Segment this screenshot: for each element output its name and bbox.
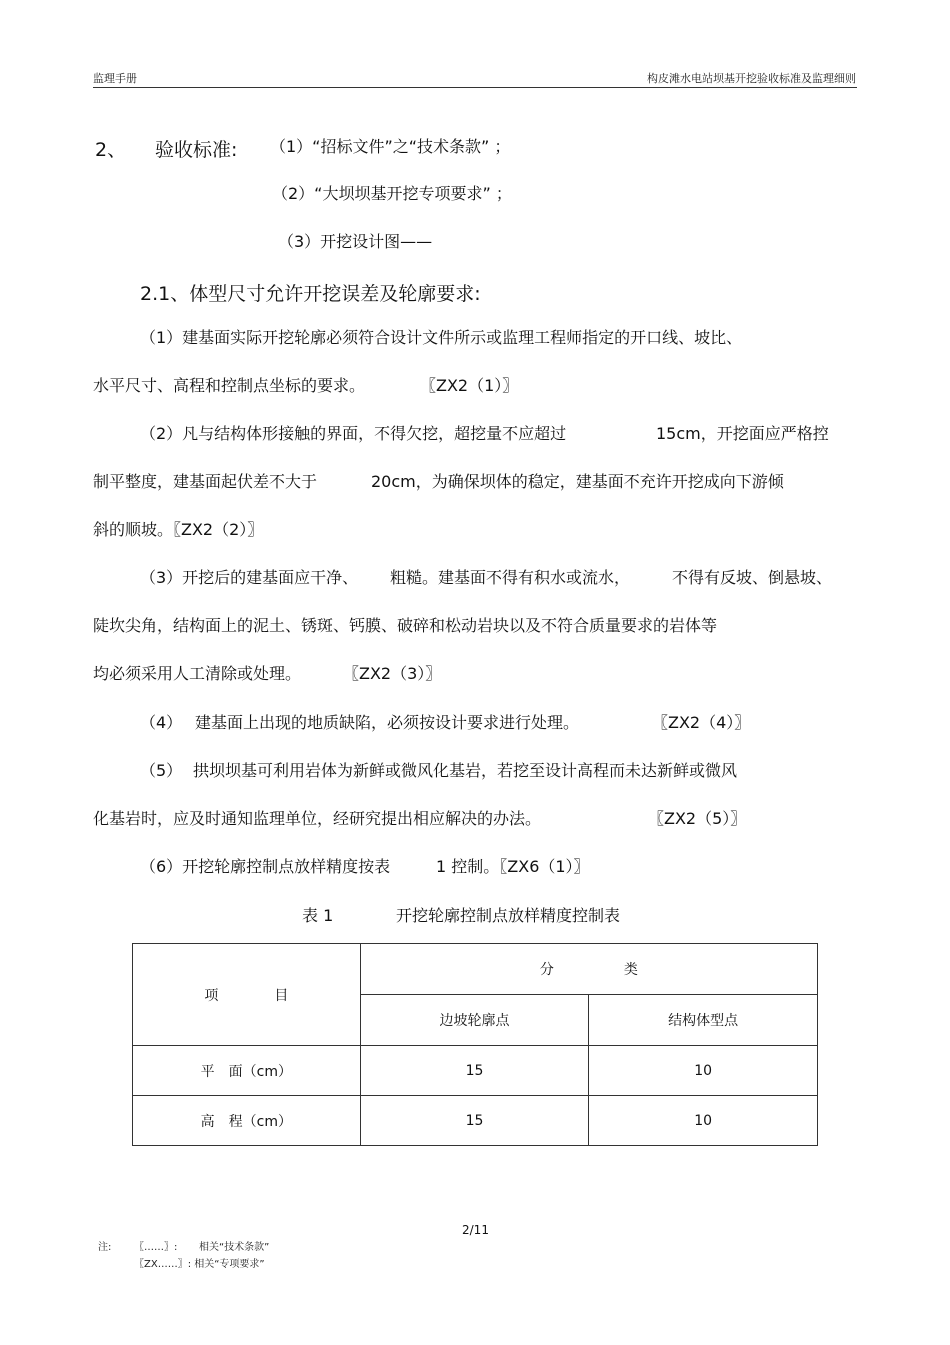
- paragraph-1-line-1: （1）建基面实际开挖轮廓必须符合设计文件所示或监理工程师指定的开口线、坡比、: [140, 328, 743, 347]
- paragraph-6-ref: 1 控制。〖ZX6（1）〗: [436, 857, 590, 876]
- section-title: 验收标准:: [155, 139, 238, 161]
- paragraph-1-line-2: 水平尺寸、高程和控制点坐标的要求。: [93, 376, 366, 395]
- table-row-label: 高 程（cm）: [133, 1096, 361, 1146]
- paragraph-3-line-1-mid: 粗糙。建基面不得有积水或流水，: [390, 568, 631, 587]
- paragraph-4-text: 建基面上出现的地质缺陷，必须按设计要求进行处理。: [195, 713, 580, 732]
- paragraph-5-ref: 〖ZX2（5）〗: [648, 809, 747, 828]
- table-cell: 15: [360, 1046, 589, 1096]
- table-row: [133, 1096, 818, 1146]
- paragraph-2-line-1: （2）凡与结构体形接触的界面，不得欠挖，超挖量不应超过: [140, 424, 567, 443]
- paragraph-2-line-2: 制平整度，建基面起伏差不大于: [93, 472, 318, 491]
- table-cell: 10: [589, 1096, 818, 1146]
- paragraph-3-ref: 〖ZX2（3）〗: [343, 664, 442, 683]
- page-number: 2/11: [462, 1223, 489, 1237]
- paragraph-2-line-3: 斜的顺坡。〖ZX2（2）〗: [93, 520, 264, 539]
- header-left: 监理手册: [93, 72, 137, 85]
- table-header-group: 分 类: [360, 944, 817, 995]
- subsection-title: 2.1、体型尺寸允许开挖误差及轮廓要求:: [140, 283, 481, 305]
- criteria-item-1: （1）“招标文件”之“技术条款” ；: [270, 137, 511, 156]
- table-cell: 10: [589, 1046, 818, 1096]
- paragraph-5-line-2: 化基岩时，应及时通知监理单位，经研究提出相应解决的办法。: [93, 809, 542, 828]
- table-cell: 15: [360, 1096, 589, 1146]
- paragraph-4-number: （4）: [140, 713, 183, 732]
- accuracy-table: [132, 943, 818, 1146]
- table-row-label: 平 面（cm）: [133, 1046, 361, 1096]
- table-caption-number: 表 1: [302, 906, 334, 925]
- criteria-item-3: （3）开挖设计图——: [278, 232, 433, 251]
- footnote-1-marker: 〖……〗:: [134, 1242, 178, 1253]
- table-header-item: 项 目: [133, 944, 361, 1046]
- footnote-2: 〖ZX……〗: 相关“专项要求”: [134, 1259, 265, 1270]
- footnote-label: 注:: [98, 1242, 112, 1253]
- paragraph-3-line-1: （3）开挖后的建基面应干净、: [140, 568, 359, 587]
- table-header-col-2: 结构体型点: [589, 995, 818, 1046]
- header-right: 构皮滩水电站坝基开挖验收标准及监理细则: [647, 72, 856, 85]
- footnote-1-text: 相关“技术条款”: [199, 1242, 270, 1253]
- table-row: [133, 1046, 818, 1096]
- paragraph-4-ref: 〖ZX2（4）〗: [652, 713, 751, 732]
- paragraph-2-line-1-tail: 15cm，开挖面应严格控: [656, 424, 829, 443]
- criteria-item-2: （2）“大坝坝基开挖专项要求” ；: [272, 184, 512, 203]
- paragraph-5-number: （5）: [140, 761, 183, 780]
- header-divider: [93, 87, 857, 88]
- paragraph-3-line-2: 陡坎尖角，结构面上的泥土、锈斑、钙膜、破碎和松动岩块以及不符合质量要求的岩体等: [93, 616, 718, 635]
- paragraph-1-ref: 〖ZX2（1）〗: [420, 376, 519, 395]
- section-number: 2、: [95, 139, 127, 161]
- paragraph-6-text: （6）开挖轮廓控制点放样精度按表: [140, 857, 391, 876]
- paragraph-3-line-3: 均必须采用人工清除或处理。: [93, 664, 302, 683]
- table-caption-title: 开挖轮廓控制点放样精度控制表: [396, 906, 621, 925]
- paragraph-2-line-2-tail: 20cm，为确保坝体的稳定，建基面不充许开挖成向下游倾: [371, 472, 784, 491]
- paragraph-3-line-1-tail: 不得有反坡、倒悬坡、: [672, 568, 833, 587]
- table-header-col-1: 边坡轮廓点: [360, 995, 589, 1046]
- paragraph-5-line-1: 拱坝坝基可利用岩体为新鲜或微风化基岩，若挖至设计高程而未达新鲜或微风: [193, 761, 738, 780]
